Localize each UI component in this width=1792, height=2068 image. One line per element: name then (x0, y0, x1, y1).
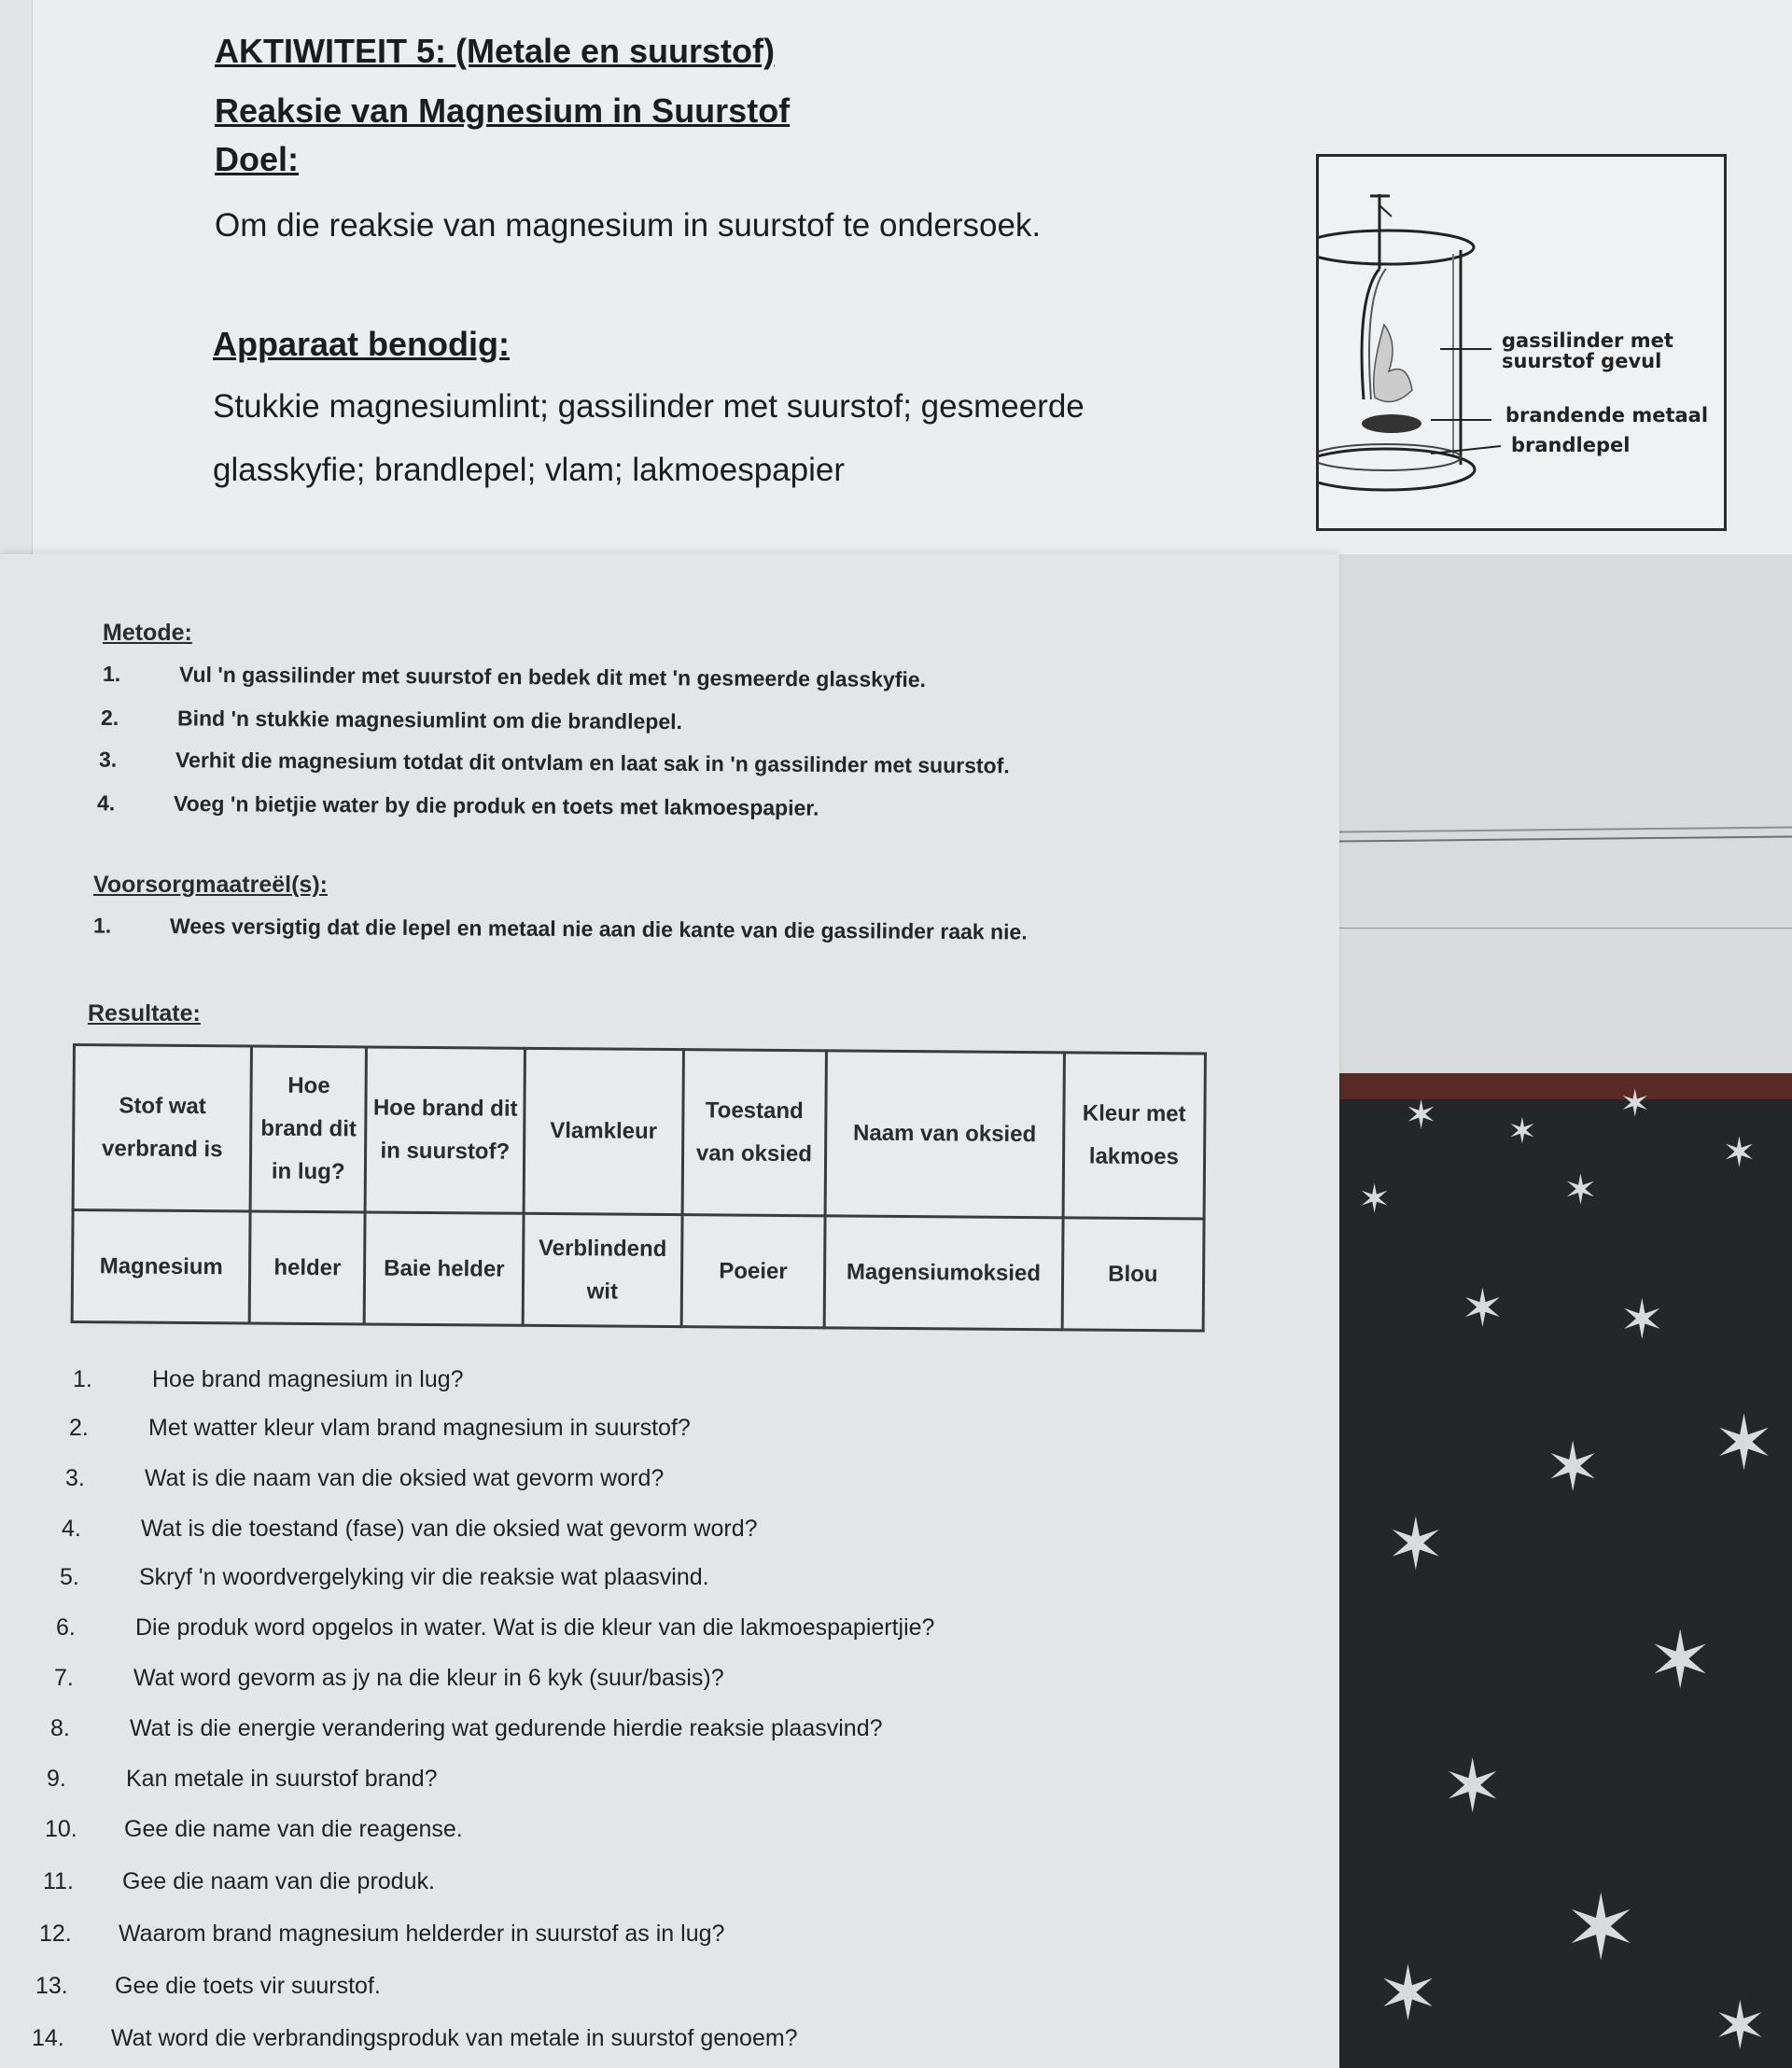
fabric-star: ✶ (1377, 1950, 1440, 2037)
table-header-cell: Naam van oksied (825, 1051, 1064, 1218)
question-item: 6. Die produk word opgelos in water. Wat is die kleur van die lakmoespapiertjie? (56, 1614, 935, 1641)
fabric-star: ✶ (1713, 1988, 1768, 2064)
table-cell: helder (250, 1211, 366, 1324)
fabric-star: ✶ (1358, 1176, 1392, 1222)
table-cell: Poeier (681, 1215, 826, 1328)
fabric-star: ✶ (1647, 1614, 1714, 1706)
fabric-star: ✶ (1713, 1400, 1776, 1487)
question-item: 4. Wat is die toestand (fase) van die oksied wat gevorm word? (62, 1516, 758, 1542)
table-cell: Blou (1062, 1218, 1204, 1331)
question-item: 2. Met watter kleur vlam brand magnesium in suurstof? (69, 1415, 691, 1441)
question-item: 5. Skryf 'n woordvergelyking vir die reaksie wat plaasvind. (60, 1564, 709, 1590)
question-item: 13. Gee die toets vir suurstof. (35, 1973, 381, 1999)
question-item: 11. Gee die naam van die produk. (43, 1868, 435, 1894)
page-edge (0, 0, 33, 560)
table-header-cell: Hoe brand dit in suurstof? (365, 1047, 525, 1214)
paper-line (1339, 835, 1792, 842)
fabric-star: ✶ (1722, 1129, 1757, 1177)
precaution-item: 1. Wees versigtig dat die lepel en metaal nie aan die kante van die gassilinder raak nie. (92, 913, 1028, 944)
question-item: 1. Hoe brand magnesium in lug? (73, 1366, 464, 1392)
activity-subtitle: Reaksie van Magnesium in Suurstof (215, 91, 791, 130)
question-item: 12. Waarom brand magnesium helderder in suurstof as in lug? (39, 1921, 725, 1947)
table-cell: Baie helder (364, 1212, 524, 1325)
apparatus-line-2: glasskyfie; brandlepel; vlam; lakmoespapier (213, 452, 845, 488)
fabric-star: ✶ (1563, 1876, 1639, 1980)
aim-text: Om die reaksie van magnesium in suurstof te ondersoek. (215, 207, 1042, 244)
label-gas-cylinder-1: gassilinder met (1502, 329, 1673, 352)
paper-line (1339, 826, 1792, 832)
apparatus-line-1: Stukkie magnesiumlint; gassilinder met suurstof; gesmeerde (213, 388, 1085, 425)
table-header-cell: Hoe brand dit in lug? (250, 1046, 366, 1212)
precautions-heading: Voorsorgmaatreël(s): (93, 872, 328, 898)
fabric-star: ✶ (1619, 1288, 1665, 1351)
fabric-star: ✶ (1442, 1745, 1504, 1829)
apparatus-diagram (1316, 154, 1727, 531)
table-cell: Verblindend wit (523, 1214, 681, 1327)
table-cell: Magensiumoksied (824, 1216, 1062, 1330)
table-header-cell: Vlamkleur (524, 1048, 683, 1215)
fabric-star: ✶ (1619, 1083, 1651, 1125)
table-header-cell: Stof wat verbrand is (73, 1045, 252, 1212)
table-row (72, 1210, 1204, 1331)
label-deflagrating-spoon: brandlepel (1511, 434, 1631, 456)
question-item: 8. Wat is die energie verandering wat gedurende hierdie reaksie plaasvind? (50, 1715, 883, 1741)
label-gas-cylinder-2: suurstof gevul (1502, 350, 1662, 372)
apparatus-heading: Apparaat benodig: (213, 325, 511, 363)
question-item: 7. Wat word gevorm as jy na die kleur in 6 kyk (suur/basis)? (54, 1665, 724, 1691)
table-header-cell: Toestand van oksied (682, 1050, 827, 1217)
results-heading: Resultate: (88, 1000, 201, 1027)
table-cell: Magnesium (72, 1210, 250, 1323)
results-table (71, 1043, 1207, 1333)
table-header-row (73, 1045, 1205, 1220)
question-item: 14. Wat word die verbrandingsproduk van metale in suurstof genoem? (32, 2025, 798, 2051)
top-worksheet (0, 0, 1792, 560)
question-item: 3. Wat is die naam van die oksied wat gevorm word? (65, 1465, 665, 1491)
method-step: 2. Bind 'n stukkie magnesiumlint om die brandlepel. (100, 705, 683, 734)
star-print-fabric (1339, 1073, 1792, 2068)
method-step: 1. Vul 'n gassilinder met suurstof en bedek dit met 'n gesmeerde glasskyfie. (102, 661, 927, 692)
method-step: 4. Voeg 'n bietjie water by die produk en toets met lakmoespapier. (96, 790, 819, 820)
fabric-star: ✶ (1386, 1502, 1446, 1586)
activity-title: AKTIWITEIT 5: (Metale en suurstof) (215, 32, 776, 70)
background-paper (1339, 554, 1792, 1077)
aim-heading: Doel: (215, 140, 299, 178)
fabric-star: ✶ (1563, 1167, 1598, 1214)
method-step: 3. Verhit die magnesium totdat dit ontvlam en laat sak in 'n gassilinder met suurstof. (98, 747, 1010, 778)
fabric-star: ✶ (1545, 1428, 1602, 1506)
fabric-star: ✶ (1405, 1092, 1438, 1138)
paper-line (1339, 928, 1792, 929)
label-burning-metal: brandende metaal (1505, 404, 1709, 426)
question-item: 9. Kan metale in suurstof brand? (47, 1766, 438, 1792)
fabric-star: ✶ (1461, 1279, 1505, 1339)
method-heading: Metode: (103, 620, 192, 646)
fabric-star: ✶ (1507, 1111, 1537, 1152)
question-item: 10. Gee die name van die reagense. (45, 1816, 463, 1842)
table-header-cell: Kleur met lakmoes (1063, 1053, 1206, 1220)
